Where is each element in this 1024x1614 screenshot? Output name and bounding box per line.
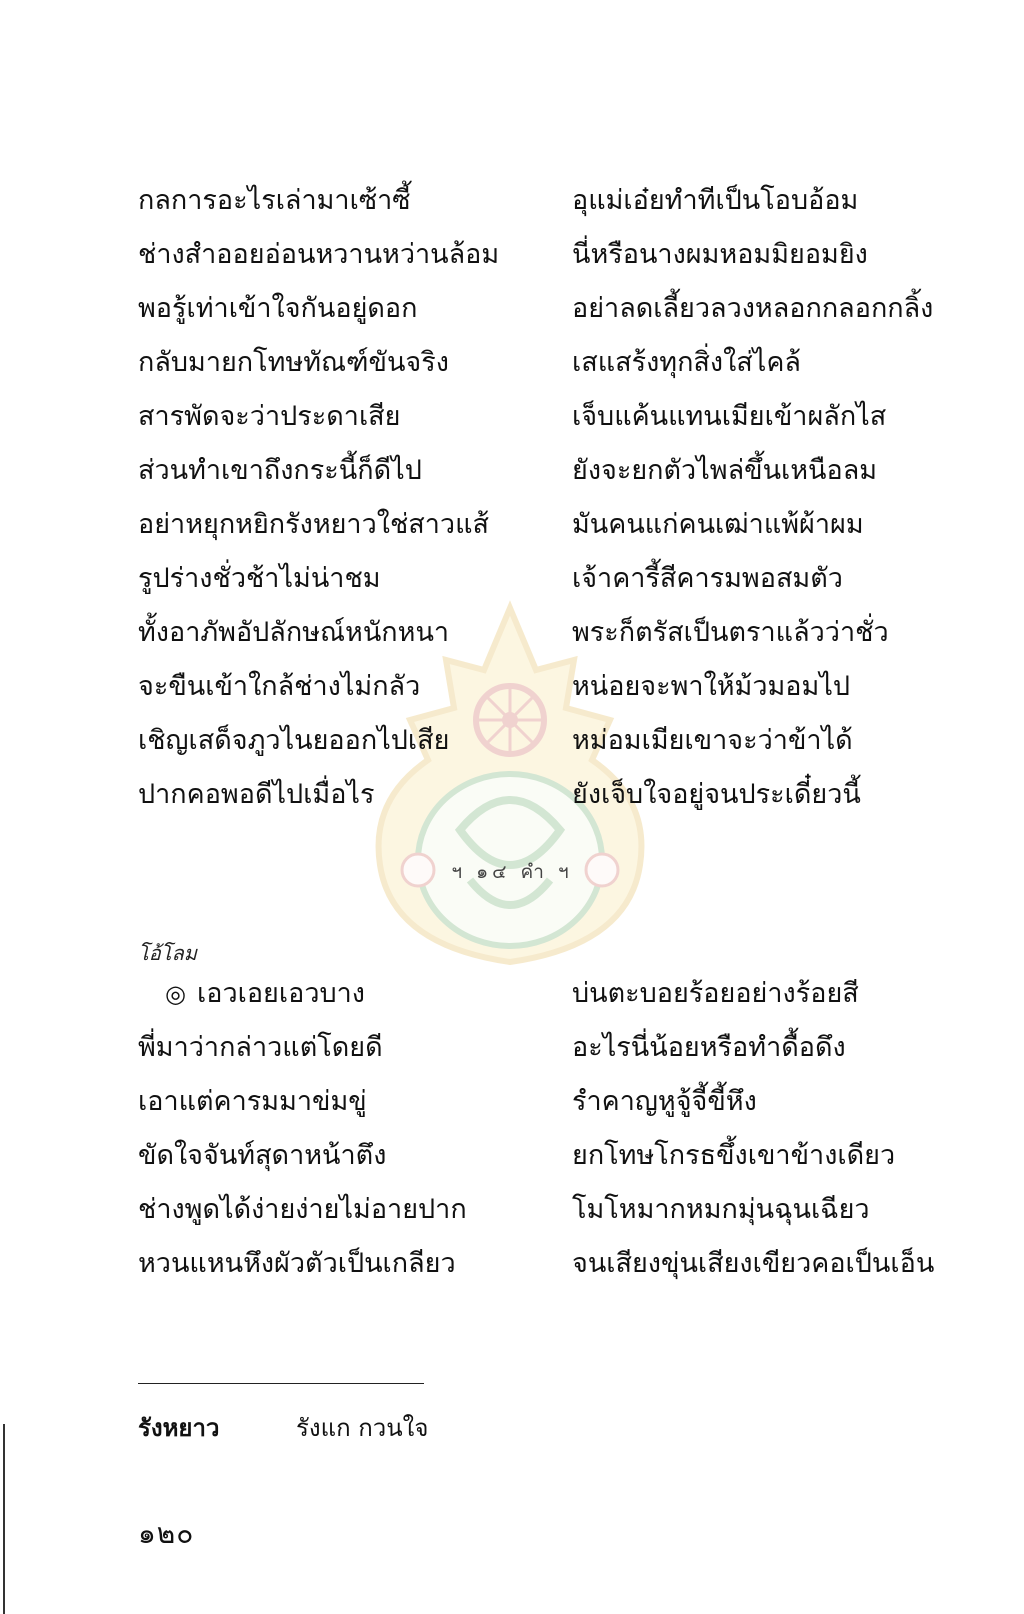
footnote-rule <box>138 1383 424 1384</box>
verse-right: เจ้าคารี้สีคารมพอสมตัว <box>572 563 843 594</box>
verse-left: ขัดใจจันท์สุดาหน้าตึง <box>138 1140 387 1171</box>
verse-right: จนเสียงขุ่นเสียงเขียวคอเป็นเอ็น <box>572 1248 935 1279</box>
verse-right: หน่อยจะพาให้ม้วมอมไป <box>572 671 851 702</box>
stanza-separator: ฯ ๑๔ คำ ฯ <box>451 861 573 883</box>
verse-right: มันคนแก่คนเฒ่าแพ้ผ้าผม <box>572 509 864 540</box>
verse-left: เชิญเสด็จภูวไนยออกไปเสีย <box>138 725 450 756</box>
verse-left: สารพัดจะว่าประดาเสีย <box>138 401 401 432</box>
verse-right: เจ็บแค้นแทนเมียเข้าผลักไส <box>572 401 887 432</box>
verse-right: นี่หรือนางผมหอมมิยอมยิง <box>572 239 868 270</box>
verse-right: เสแสร้งทุกสิ่งใส่ไคล้ <box>572 347 801 378</box>
footnote-definition: รังแก กวนใจ <box>296 1414 429 1442</box>
verse-left: เอาแต่คารมมาข่มขู่ <box>138 1086 367 1117</box>
verse-left: กลับมายกโทษทัณฑ์ขันจริง <box>138 347 449 378</box>
verse-right: อย่าลดเลี้ยวลวงหลอกกลอกกลิ้ง <box>572 293 934 324</box>
footnote-term: รังหยาว <box>138 1414 220 1442</box>
verse-right: รำคาญหูจู้จี้ขี้หึง <box>572 1086 757 1117</box>
verse-right: หม่อมเมียเขาจะว่าข้าได้ <box>572 725 853 756</box>
verse-left: ช่างพูดได้ง่ายง่ายไม่อายปาก <box>138 1194 467 1225</box>
section-heading: โอ้โลม <box>138 941 197 965</box>
verse-left: กลการอะไรเล่ามาเซ้าซี้ <box>138 185 411 216</box>
scan-edge-line <box>3 1424 5 1614</box>
verse-left: อย่าหยุกหยิกรังหยาวใช่สาวแส้ <box>138 509 489 540</box>
verse-right: บ่นตะบอยร้อยอย่างร้อยสี <box>572 978 859 1009</box>
verse-left: ทั้งอาภัพอัปลักษณ์หนักหนา <box>138 617 450 648</box>
verse-right: อะไรนี่น้อยหรือทำดื้อดึง <box>572 1032 846 1063</box>
verse-right: โมโหมากหมกมุ่นฉุนเฉียว <box>572 1194 870 1225</box>
verse-left: ส่วนทำเขาถึงกระนี้ก็ดีไป <box>138 455 422 486</box>
verse-left: ปากคอพอดีไปเมื่อไร <box>138 779 375 810</box>
verse-left: พอรู้เท่าเข้าใจกันอยู่ดอก <box>138 293 418 324</box>
verse-left: รูปร่างชั่วช้าไม่น่าชม <box>138 563 381 594</box>
verse-left: พี่มาว่ากล่าวแต่โดยดี <box>138 1032 383 1063</box>
verse-right: ยกโทษโกรธขึ้งเขาข้างเดียว <box>572 1140 896 1171</box>
page-number: ๑๒๐ <box>138 1517 195 1550</box>
verse-left: หวนแหนหึงผัวตัวเป็นเกลียว <box>138 1248 456 1279</box>
verse-right: ยังจะยกตัวไพล่ขึ้นเหนือลม <box>572 455 878 486</box>
verse-right: อุแม่เอ๋ยทำทีเป็นโอบอ้อม <box>572 185 859 216</box>
verse-left: เอวเอยเอวบาง <box>197 978 365 1009</box>
verse-right: พระก็ตรัสเป็นตราแล้วว่าชั่ว <box>572 617 889 648</box>
verse-left: ช่างสำออยอ่อนหวานหว่านล้อม <box>138 239 500 270</box>
verse-left: จะขืนเข้าใกล้ช่างไม่กลัว <box>138 671 421 702</box>
verse-right: ยังเจ็บใจอยู่จนประเดี๋ยวนี้ <box>572 779 861 810</box>
stanza-mark-icon: ◎ <box>165 980 186 1008</box>
